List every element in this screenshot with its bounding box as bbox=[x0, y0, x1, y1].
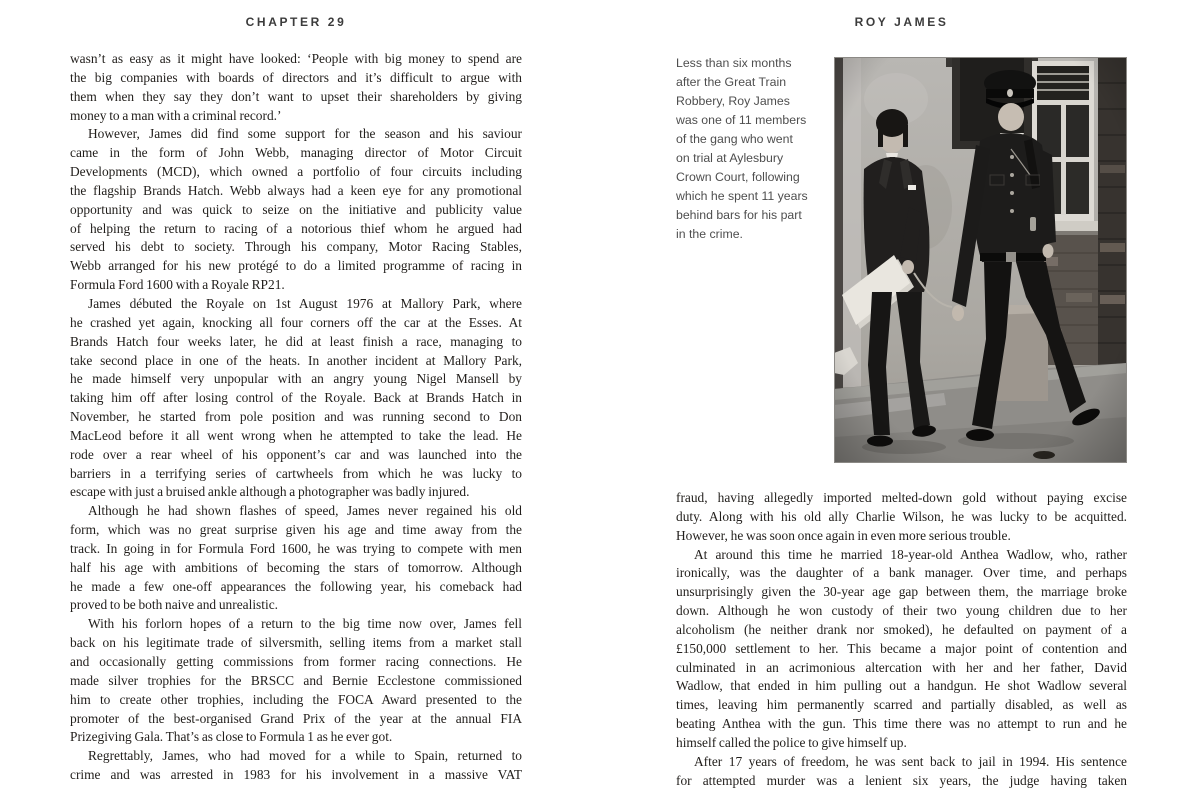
text-line: James débuted the Royale on 1st August 1976 at Mallory Park, where bbox=[88, 295, 522, 311]
left-running-head: CHAPTER 29 bbox=[245, 15, 347, 29]
text-line: back on his legitimate trade of silversmith, selling items from a market stall bbox=[70, 635, 522, 651]
text-line: MacLeod before it all went wrong when he attempted to take the lead. He bbox=[70, 427, 522, 443]
text-line: beating Anthea with the gun. This time there was no attempt to run and he bbox=[676, 716, 1127, 732]
caption-line: Less than six months bbox=[676, 56, 792, 70]
text-line: However, he was soon once again in even more serious trouble. bbox=[676, 527, 1011, 543]
text-line: proved to be both naive and unrealistic. bbox=[70, 597, 278, 613]
caption-line: which he spent 11 years bbox=[676, 189, 808, 203]
text-line: taking him off after losing control of the Royale. Back at Brands Hatch in bbox=[70, 390, 522, 406]
text-line: wasn’t as easy as it might have looked: ‘People with big money to spend are bbox=[70, 51, 522, 66]
text-line: £150,000 settlement to her. This became a major point of contention and bbox=[676, 640, 1127, 656]
text-line: With his forlorn hopes of a return to the big time now over, James fell bbox=[88, 616, 522, 632]
caption-line: was one of 11 members bbox=[676, 113, 807, 127]
caption-line: in the crime. bbox=[676, 227, 743, 241]
text-line: Regrettably, James, who had moved for a while to Spain, returned to bbox=[88, 748, 522, 764]
right-page-body bbox=[676, 489, 1127, 791]
text-line: track. In going in for Formula Ford 1600, he was trying to compete with men bbox=[70, 540, 522, 556]
text-line: take second place in one of the heats. In another incident at Mallory Park, bbox=[70, 352, 522, 368]
text-line: ironically, was the daughter of a bank manager. Over time, and perhaps bbox=[676, 565, 1127, 581]
text-line: of helping the return to racing of a notorious thief whom he argued had bbox=[70, 220, 522, 236]
text-line: times, leaving him permanently scarred and partially disabled, as well as bbox=[676, 697, 1127, 713]
caption-line: Robbery, Roy James bbox=[676, 94, 790, 108]
text-line: Prizegiving Gala. That’s as close to Formula 1 as he ever got. bbox=[70, 729, 393, 745]
text-line: Although he had shown flashes of speed, James never regained his old bbox=[88, 503, 522, 519]
text-line: Developments (MCD), which owned a portfolio of four circuits including bbox=[70, 164, 522, 180]
text-line: made silver trophies for the BRSCC and Bernie Ecclestone commissioned bbox=[70, 672, 522, 688]
court-escort-photo-svg bbox=[834, 57, 1127, 463]
caption-line: after the Great Train bbox=[676, 75, 787, 89]
text-line: him to create other trophies, including the FOCA Award presented to the bbox=[70, 691, 522, 707]
text-line: Formula Ford 1600 with a Royale RP21. bbox=[70, 277, 285, 293]
caption-line: Crown Court, following bbox=[676, 170, 800, 184]
photo-vignette bbox=[834, 57, 1127, 463]
photo-caption bbox=[676, 54, 828, 244]
text-line: himself called the police to give himself up. bbox=[676, 734, 907, 750]
court-escort-photo bbox=[834, 57, 1127, 463]
text-line: the big companies with boards of directors and it’s difficult to argue with bbox=[70, 69, 522, 85]
text-line: escape with just a bruised ankle although a photographer was badly injured. bbox=[70, 484, 470, 500]
text-line: came in the form of John Webb, managing director of Motor Circuit bbox=[70, 145, 522, 161]
text-line: served his debt to society. Through his company, Motor Racing Stables, bbox=[70, 239, 522, 255]
text-line: alcoholism (he neither drank nor smoked), he defaulted on payment of a bbox=[676, 621, 1127, 637]
text-line: the flagship Brands Hatch. Webb always had a keen eye for any promotional bbox=[70, 182, 522, 198]
text-line: At around this time he married 18-year-old Anthea Wadlow, who, rather bbox=[694, 546, 1127, 562]
text-line: duty. Along with his old ally Charlie Wilson, he was lucky to be acquitted. bbox=[676, 508, 1127, 524]
text-line: November, he started from pole position and was running second to Don bbox=[70, 409, 522, 425]
text-line: promoter of the best-organised Grand Prix of the year at the annual FIA bbox=[70, 710, 522, 726]
text-line: Brands Hatch four weeks later, he did at least finish a race, managing to bbox=[70, 333, 522, 349]
text-line: them when they say they don’t want to upset their shareholders by giving bbox=[70, 88, 522, 104]
text-line: opportunity and was quick to seize on the initiative and publicity value bbox=[70, 201, 522, 217]
text-line: fraud, having allegedly imported melted-down gold without paying excise bbox=[676, 490, 1127, 505]
text-line: After 17 years of freedom, he was sent back to jail in 1994. His sentence bbox=[694, 753, 1127, 769]
text-line: Webb arranged for his new protégé to do a limited programme of racing in bbox=[70, 258, 522, 274]
text-line: half his age with ambitions of becoming the stars of tomorrow. Although bbox=[70, 559, 522, 575]
text-line: form, which was no great surprise given his age and time away from the bbox=[70, 522, 522, 538]
text-line: for attempted murder was a lenient six years, the judge having taken bbox=[676, 772, 1127, 788]
caption-line: of the gang who went bbox=[676, 132, 793, 146]
text-line: crime and was arrested in 1983 for his involvement in a massive VAT bbox=[70, 767, 522, 783]
text-line: money to a man with a criminal record.’ bbox=[70, 107, 282, 123]
text-line: down. Although he won custody of their two young children due to her bbox=[676, 603, 1127, 619]
caption-line: on trial at Aylesbury bbox=[676, 151, 784, 165]
text-line: rode over a rear wheel of his opponent’s car and was launched into the bbox=[70, 446, 522, 462]
text-line: However, James did find some support for the season and his saviour bbox=[88, 126, 522, 142]
text-line: Wadlow, that ended in him pulling out a handgun. He shot Wadlow several bbox=[676, 678, 1127, 694]
left-page-body bbox=[70, 50, 522, 785]
text-line: he crashed yet again, knocking all four corners off the car at the Esses. At bbox=[70, 314, 522, 330]
right-running-head: ROY JAMES bbox=[854, 15, 949, 29]
text-line: he made a few one-off appearances the following year, his comeback had bbox=[70, 578, 522, 594]
text-line: barriers in a terrifying series of cartwheels from which he was lucky to bbox=[70, 465, 522, 481]
text-line: unsurprisingly given the 30-year age gap between them, the marriage broke bbox=[676, 584, 1127, 600]
caption-line: behind bars for his part bbox=[676, 208, 802, 222]
text-line: culminated in an acrimonious altercation with her and her father, David bbox=[676, 659, 1127, 675]
text-line: he made himself very unpopular with an angry young Nigel Mansell by bbox=[70, 371, 522, 387]
text-line: and occasionally getting commissions from former racing connections. He bbox=[70, 654, 522, 669]
